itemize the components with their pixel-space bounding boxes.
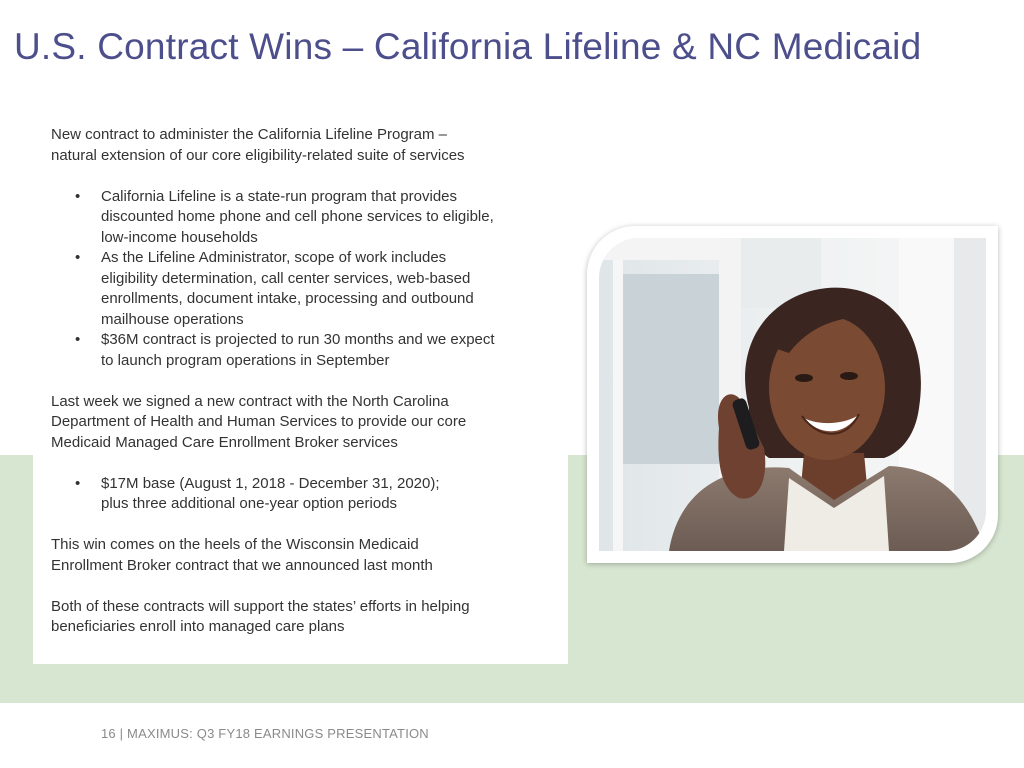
bullet-marker: • <box>75 474 81 492</box>
bullet-line: mailhouse operations <box>101 310 244 328</box>
bullet-item <box>51 187 561 249</box>
bullet-item <box>51 330 561 371</box>
bullet-line: As the Lifeline Administrator, scope of work includes <box>101 249 447 266</box>
bullet-line: eligibility determination, call center services, web-based <box>101 269 471 287</box>
nc-paragraph-line: Department of Health and Human Services to provide our core <box>51 413 467 430</box>
slide-footer: 16 | MAXIMUS: Q3 FY18 EARNINGS PRESENTATION <box>101 726 429 741</box>
wi-paragraph-line: Enrollment Broker contract that we announced last month <box>51 556 433 574</box>
woman-on-phone-photo <box>599 238 986 551</box>
bullet-line: plus three additional one-year option periods <box>101 495 398 512</box>
bullet-marker: • <box>75 187 81 205</box>
intro-line: natural extension of our core eligibility-related suite of services <box>51 146 465 164</box>
bullet-marker: • <box>75 331 81 348</box>
bullet-item <box>51 474 561 515</box>
bullet-line: to launch program operations in September <box>101 351 390 369</box>
bullet-line: $17M base (August 1, 2018 - December 31, 2020); <box>101 474 440 492</box>
bullet-item <box>51 248 561 330</box>
bullet-line: low-income households <box>101 228 258 246</box>
nc-paragraph-line: Medicaid Managed Care Enrollment Broker services <box>51 433 398 451</box>
closing-paragraph-line: beneficiaries enroll into managed care plans <box>51 618 345 635</box>
closing-paragraph-line: Both of these contracts will support the states’ efforts in helping <box>51 597 470 615</box>
nc-paragraph-line: Last week we signed a new contract with the North Carolina <box>51 392 449 410</box>
bullet-line: discounted home phone and cell phone services to eligible, <box>101 208 494 225</box>
bullet-marker: • <box>75 249 81 266</box>
intro-line: New contract to administer the California Lifeline Program – <box>51 126 448 143</box>
nc-bullet-list <box>51 474 561 515</box>
photo-frame <box>587 226 998 563</box>
bullet-line: $36M contract is projected to run 30 months and we expect <box>101 331 495 348</box>
lifeline-bullet-list <box>51 187 561 372</box>
wi-paragraph-line: This win comes on the heels of the Wisconsin Medicaid <box>51 536 419 553</box>
bullet-line: California Lifeline is a state-run program that provides <box>101 187 458 205</box>
slide-body <box>51 125 561 638</box>
bullet-line: enrollments, document intake, processing and outbound <box>101 290 474 307</box>
slide-title: U.S. Contract Wins – California Lifeline & NC Medicaid <box>14 26 922 67</box>
